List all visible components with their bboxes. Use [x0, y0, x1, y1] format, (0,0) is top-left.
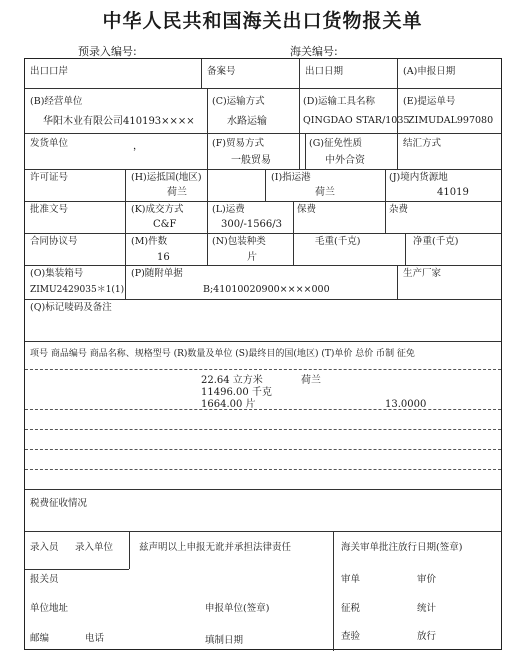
transaction-terms-value: C&F [153, 219, 177, 230]
customs-number-label: 海关编号: [290, 45, 338, 58]
destination-country-label: (H)运抵国(地区) [131, 172, 202, 183]
levy-nature-label: (G)征免性质 [309, 138, 363, 149]
bill-of-lading-label: (E)提运单号 [403, 96, 456, 107]
customs-declaration-form [24, 58, 502, 650]
levy-nature-value: 中外合资 [325, 155, 365, 166]
declaring-unit-label: 申报单位(签章) [205, 603, 270, 614]
export-date-label: 出口日期 [305, 66, 344, 77]
freight-label: (L)运费 [212, 204, 245, 215]
destination-port-label: (I)指运港 [271, 172, 311, 183]
domestic-origin-label: (J)境内货源地 [389, 172, 448, 183]
pieces-value: 16 [157, 252, 170, 263]
marks-remarks-label: (Q)标记唛码及备注 [30, 302, 112, 313]
packing-type-label: (N)包装种类 [212, 236, 266, 247]
operator-label: (B)经营单位 [30, 96, 83, 107]
consignor-value: ， [133, 141, 143, 152]
vehicle-name-value: QINGDAO STAR/1035 [303, 115, 410, 126]
transport-mode-label: (C)运输方式 [212, 96, 265, 107]
attached-documents-value: B;41010020900××××000 [203, 284, 330, 295]
goods-quantity-weight: 11496.00 千克 [201, 387, 272, 398]
form-title: 中华人民共和国海关出口货物报关单 [102, 10, 423, 32]
record-number-label: 备案号 [207, 66, 236, 77]
contract-number-label: 合同协议号 [30, 236, 78, 247]
container-number-label: (O)集装箱号 [30, 268, 84, 279]
approval-number-label: 批准文号 [30, 204, 69, 215]
goods-quantity-pieces: 1664.00 片 [201, 399, 256, 410]
license-number-label: 许可证号 [30, 172, 69, 183]
container-number-value: ZIMU2429035＊1(1) [30, 285, 125, 295]
consignor-label: 发货单位 [30, 138, 69, 149]
statistics-label: 统计 [417, 603, 437, 614]
transaction-terms-label: (K)成交方式 [131, 204, 184, 215]
postcode-label: 邮编 [30, 633, 50, 644]
destination-country-value: 荷兰 [167, 187, 187, 198]
transport-mode-value: 水路运输 [227, 116, 267, 127]
pieces-label: (M)件数 [131, 236, 168, 247]
declaration-date-label: (A)申报日期 [403, 66, 456, 77]
declaration-statement: 兹声明以上申报无讹并承担法律责任 [139, 542, 292, 553]
trade-mode-value: 一般贸易 [231, 155, 271, 166]
tax-levy-status-label: 税费征收情况 [30, 498, 88, 509]
trade-mode-label: (F)贸易方式 [212, 138, 265, 149]
phone-label: 电话 [85, 633, 105, 644]
manufacturer-label: 生产厂家 [403, 268, 442, 279]
attached-documents-label: (P)随附单据 [131, 268, 183, 279]
operator-value: 华阳木业有限公司410193×××× [43, 116, 195, 127]
goods-destination: 荷兰 [301, 375, 321, 386]
net-weight-label: 净重(千克) [413, 236, 459, 247]
gross-weight-label: 毛重(千克) [315, 236, 361, 247]
price-review-label: 审价 [417, 574, 437, 585]
goods-table-header: 项号 商品编号 商品名称、规格型号 (R)数量及单位 (S)最终目的国(地区) (T)单价 总价 币制 征免 [30, 349, 415, 359]
packing-type-value: 片 [247, 252, 257, 263]
entry-unit-label: 录入单位 [75, 542, 114, 553]
destination-port-value: 荷兰 [315, 187, 335, 198]
settlement-method-label: 结汇方式 [403, 138, 442, 149]
export-port-label: 出口口岸 [30, 66, 69, 77]
misc-fee-label: 杂费 [389, 204, 409, 215]
fill-date-label: 填制日期 [205, 635, 244, 646]
pre-entry-number-label: 预录入编号: [78, 45, 137, 58]
goods-total-price: 13.0000 [385, 399, 427, 410]
goods-quantity-volume: 22.64 立方米 [201, 375, 263, 386]
vehicle-name-label: (D)运输工具名称 [303, 96, 376, 107]
domestic-origin-value: 41019 [437, 187, 469, 198]
insurance-label: 保费 [297, 204, 317, 215]
tax-collection-label: 征税 [341, 603, 361, 614]
release-label: 放行 [417, 631, 437, 642]
entry-clerk-label: 录入员 [30, 542, 59, 553]
freight-value: 300/-1566/3 [221, 219, 283, 230]
document-review-label: 审单 [341, 574, 361, 585]
declarant-label: 报关员 [30, 574, 59, 585]
unit-address-label: 单位地址 [30, 603, 69, 614]
inspection-label: 查验 [341, 631, 361, 642]
customs-approval-label: 海关审单批注放行日期(签章) [341, 542, 463, 553]
bill-of-lading-value: ZIMUDAL997080 [408, 115, 494, 126]
